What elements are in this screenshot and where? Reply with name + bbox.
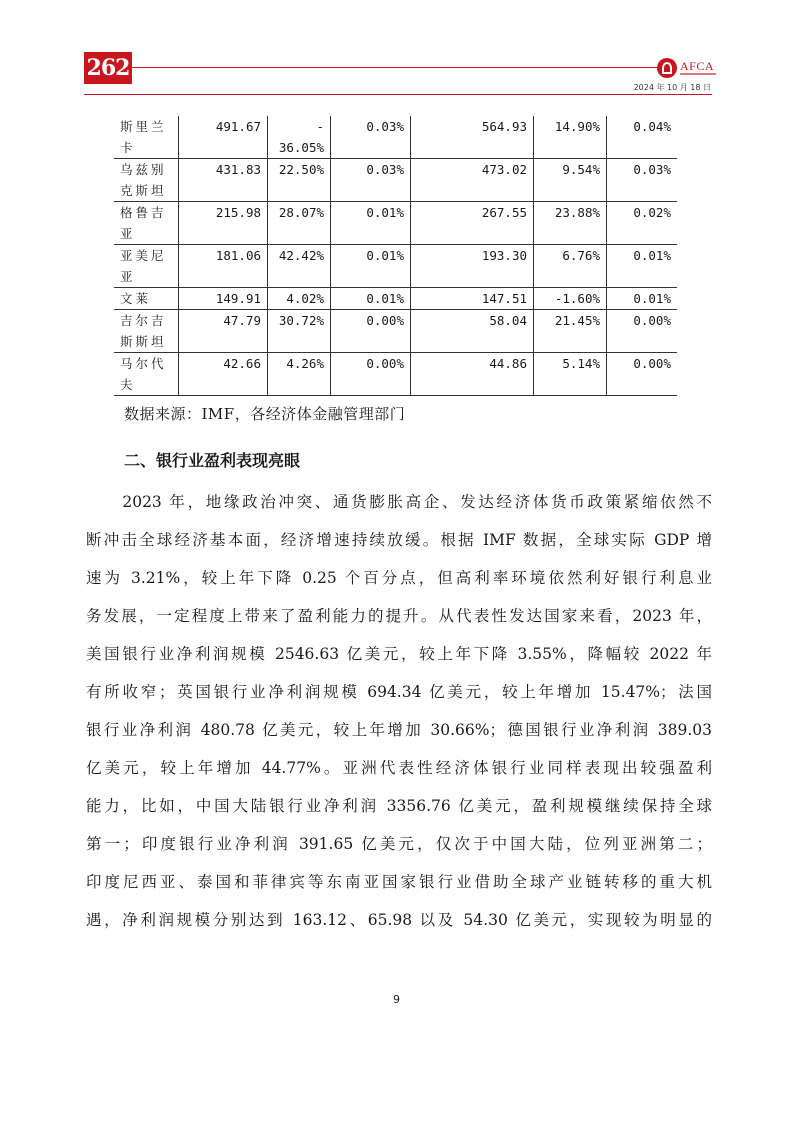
- table-cell-c3: 0.01%: [331, 288, 411, 310]
- table-cell-c5: -1.60%: [534, 288, 607, 310]
- table-cell-c1: 47.79: [179, 310, 268, 353]
- table-cell-c3: 0.01%: [331, 245, 411, 288]
- table-cell-c1: 149.91: [179, 288, 268, 310]
- body-paragraph: [86, 483, 712, 939]
- data-table: [114, 116, 677, 396]
- table-row: [114, 288, 677, 310]
- table-cell-name: 亚美尼 亚: [114, 245, 179, 288]
- header-rule: [132, 67, 657, 68]
- paragraph-line: 印度尼西亚、泰国和菲律宾等东南亚国家银行业借助全球产业链转移的重大机: [86, 873, 712, 891]
- table-cell-c1: 215.98: [179, 202, 268, 245]
- table-cell-c3: 0.00%: [331, 353, 411, 396]
- table-cell-c3: 0.03%: [331, 159, 411, 202]
- paragraph-line: 速为 3.21%，较上年下降 0.25 个百分点，但高利率环境依然利好银行利息业: [86, 569, 712, 587]
- table-cell-c6: 0.00%: [607, 310, 678, 353]
- table-cell-c4: 58.04: [411, 310, 534, 353]
- table-cell-c3: 0.03%: [331, 116, 411, 159]
- table-cell-c6: 0.03%: [607, 159, 678, 202]
- paragraph-line: 有所收窄；英国银行业净利润规模 694.34 亿美元，较上年增加 15.47%；法国: [86, 683, 712, 701]
- table-cell-c1: 491.67: [179, 116, 268, 159]
- page-header: [0, 0, 793, 100]
- table-cell-c6: 0.01%: [607, 288, 678, 310]
- paragraph-line: 美国银行业净利润规模 2546.63 亿美元，较上年下降 3.55%，降幅较 2022 年: [86, 645, 712, 663]
- table-cell-c6: 0.00%: [607, 353, 678, 396]
- table-cell-c2: - 36.05%: [268, 116, 331, 159]
- table-cell-c1: 431.83: [179, 159, 268, 202]
- table-cell-c2: 22.50%: [268, 159, 331, 202]
- issue-number-badge: 262: [84, 52, 132, 84]
- paragraph-line: 2023 年，地缘政治冲突、通货膨胀高企、发达经济体货币政策紧缩依然不: [86, 493, 712, 511]
- table-row: [114, 245, 677, 288]
- logo-text: AFCA: [680, 59, 715, 73]
- table-row: [114, 202, 677, 245]
- issue-date: 2024 年 10 月 18 日: [633, 83, 711, 92]
- paragraph-line: 亿美元，较上年增加 44.77%。亚洲代表性经济体银行业同样表现出较强盈利: [86, 759, 712, 777]
- table-cell-c4: 473.02: [411, 159, 534, 202]
- table-cell-c2: 42.42%: [268, 245, 331, 288]
- table-cell-c2: 30.72%: [268, 310, 331, 353]
- table-cell-c2: 4.26%: [268, 353, 331, 396]
- header-bottom-rule: [84, 94, 712, 95]
- table-cell-c6: 0.02%: [607, 202, 678, 245]
- table-cell-name: 马尔代 夫: [114, 353, 179, 396]
- table-cell-c3: 0.01%: [331, 202, 411, 245]
- table-cell-c5: 23.88%: [534, 202, 607, 245]
- paragraph-line: 遇，净利润规模分别达到 163.12、65.98 以及 54.30 亿美元，实现较为明显的: [86, 911, 712, 929]
- table-cell-c2: 4.02%: [268, 288, 331, 310]
- paragraph-line: 断冲击全球经济基本面，经济增速持续放缓。根据 IMF 数据，全球实际 GDP 增: [86, 531, 712, 549]
- logo-underline: [680, 73, 716, 75]
- table-row: [114, 310, 677, 353]
- table-cell-c5: 9.54%: [534, 159, 607, 202]
- table-cell-name: 吉尔吉 斯斯坦: [114, 310, 179, 353]
- table-cell-c4: 564.93: [411, 116, 534, 159]
- table-cell-name: 格鲁吉 亚: [114, 202, 179, 245]
- paragraph-line: 能力，比如，中国大陆银行业净利润 3356.76 亿美元，盈利规模继续保持全球: [86, 797, 712, 815]
- table-cell-c5: 6.76%: [534, 245, 607, 288]
- table-cell-name: 斯里兰 卡: [114, 116, 179, 159]
- table-cell-c4: 44.86: [411, 353, 534, 396]
- table-row: [114, 116, 677, 159]
- page-number: 9: [393, 993, 400, 1006]
- paragraph-line: 务发展，一定程度上带来了盈利能力的提升。从代表性发达国家来看，2023 年，: [86, 607, 712, 625]
- table-row: [114, 159, 677, 202]
- afca-logo-icon: [657, 58, 677, 78]
- section-heading: 二、银行业盈利表现亮眼: [124, 451, 301, 470]
- table-cell-c3: 0.00%: [331, 310, 411, 353]
- table-cell-name: 文莱: [114, 288, 179, 310]
- afca-logo: [657, 56, 717, 80]
- table-cell-c5: 21.45%: [534, 310, 607, 353]
- paragraph-line: 第一；印度银行业净利润 391.65 亿美元，仅次于中国大陆，位列亚洲第二；: [86, 835, 712, 853]
- table-cell-c6: 0.04%: [607, 116, 678, 159]
- table-cell-c6: 0.01%: [607, 245, 678, 288]
- table-cell-c4: 147.51: [411, 288, 534, 310]
- paragraph-line: 银行业净利润 480.78 亿美元，较上年增加 30.66%；德国银行业净利润 389.03: [86, 721, 712, 739]
- source-note: 数据来源：IMF，各经济体金融管理部门: [124, 405, 406, 423]
- table-cell-c2: 28.07%: [268, 202, 331, 245]
- table-cell-c5: 5.14%: [534, 353, 607, 396]
- table-cell-c1: 181.06: [179, 245, 268, 288]
- table-cell-name: 乌兹别 克斯坦: [114, 159, 179, 202]
- table-row: [114, 353, 677, 396]
- table-cell-c4: 267.55: [411, 202, 534, 245]
- table-cell-c5: 14.90%: [534, 116, 607, 159]
- table-cell-c4: 193.30: [411, 245, 534, 288]
- table-cell-c1: 42.66: [179, 353, 268, 396]
